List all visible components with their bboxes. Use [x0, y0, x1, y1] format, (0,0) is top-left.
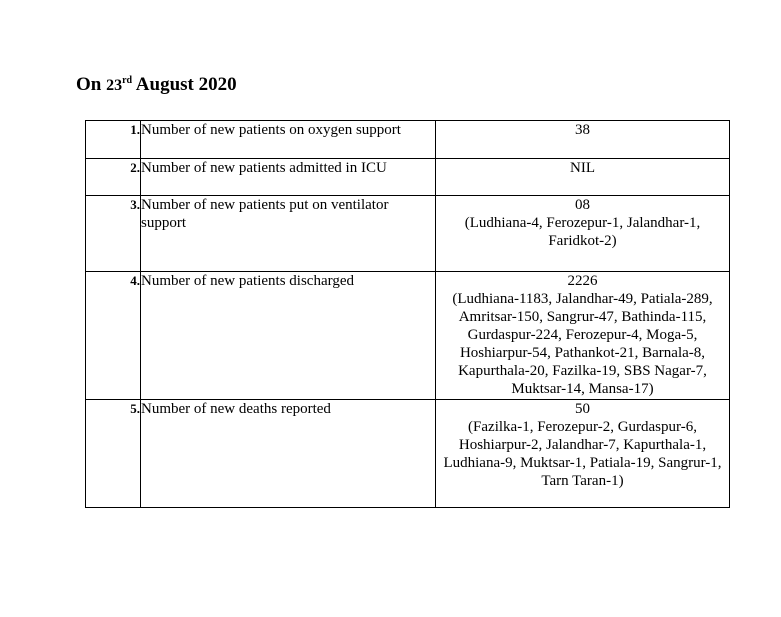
row-label: Number of new deaths reported [141, 400, 436, 508]
row-detail: (Ludhiana-4, Ferozepur-1, Jalandhar-1, Faridkot-2) [464, 215, 701, 249]
row-value: 2226 [567, 273, 598, 289]
heading-ordinal-suffix: rd [122, 75, 133, 86]
heading-month-year: August 2020 [132, 74, 237, 95]
row-number: 4. [86, 272, 141, 400]
row-number: 3. [86, 196, 141, 272]
covid-status-table [85, 120, 730, 508]
row-value-cell [436, 196, 730, 272]
row-label: Number of new patients discharged [141, 272, 436, 400]
table-row [86, 272, 730, 400]
row-label: Number of new patients put on ventilator support [141, 196, 436, 272]
table-row [86, 400, 730, 508]
row-detail: (Ludhiana-1183, Jalandhar-49, Patiala-289, Amritsar-150, Sangrur-47, Bathinda-115, Gurdaspur-224, Ferozepur-4, Moga-5, Hoshiarpur-54, Pathankot-21, Barnala-8, Kapurthala-20, Fazilka-19, SBS Nagar-7, Muktsar-14, Mansa-17) [452, 291, 713, 397]
row-value-cell [436, 272, 730, 400]
row-value-cell [436, 121, 730, 159]
heading-day: 23 [106, 77, 123, 94]
table-row [86, 121, 730, 159]
row-value-cell [436, 400, 730, 508]
row-number: 5. [86, 400, 141, 508]
row-value: 38 [575, 122, 590, 138]
table-row [86, 159, 730, 196]
page-heading [76, 74, 237, 96]
heading-prefix: On [76, 74, 107, 95]
row-value: 08 [575, 197, 590, 213]
row-value-cell [436, 159, 730, 196]
row-value: NIL [570, 160, 595, 176]
row-label: Number of new patients on oxygen support [141, 121, 436, 159]
row-number: 2. [86, 159, 141, 196]
row-number: 1. [86, 121, 141, 159]
row-value: 50 [575, 401, 590, 417]
row-label: Number of new patients admitted in ICU [141, 159, 436, 196]
table-row [86, 196, 730, 272]
row-detail: (Fazilka-1, Ferozepur-2, Gurdaspur-6, Hoshiarpur-2, Jalandhar-7, Kapurthala-1, Ludhiana-9, Muktsar-1, Patiala-19, Sangrur-1, Tarn Taran-1) [443, 419, 722, 489]
